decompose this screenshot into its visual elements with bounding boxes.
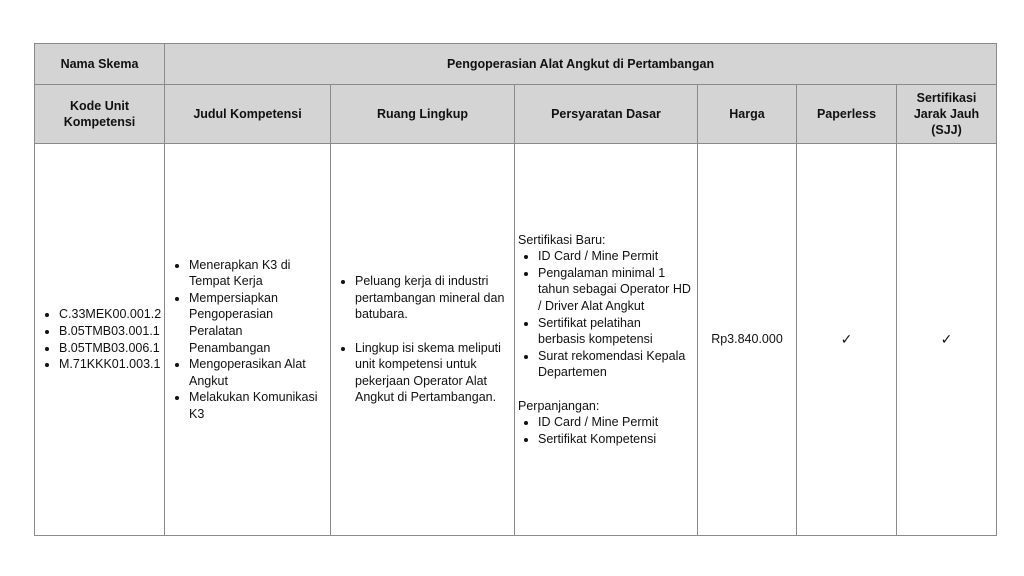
list-item: • Surat rekomendasi Kepala Departemen bbox=[538, 348, 691, 381]
nama-skema-value: Pengoperasian Alat Angkut di Pertambangan bbox=[165, 44, 997, 85]
scheme-name-row bbox=[35, 44, 997, 85]
sertifikasi-baru-label: Sertifikasi Baru: bbox=[518, 232, 606, 247]
list-item: • Pengalaman minimal 1 tahun sebagai Operator HD / Driver Alat Angkut bbox=[538, 265, 691, 315]
list-item: • Lingkup isi skema meliputi unit kompetensi untuk pekerjaan Operator Alat Angkut di Pertambangan. bbox=[355, 340, 506, 406]
list-item: • M.71KKK01.003.1 bbox=[59, 356, 164, 373]
list-item: • C.33MEK00.001.2 bbox=[59, 306, 164, 323]
list-item: • ID Card / Mine Permit bbox=[538, 414, 691, 431]
col-kode-unit: Kode Unit Kompetensi bbox=[35, 85, 165, 144]
table-row bbox=[35, 144, 997, 536]
list-item: • B.05TMB03.001.1 bbox=[59, 323, 164, 340]
sjj-check-icon: ✓ bbox=[897, 144, 997, 536]
col-sjj: Sertifikasi Jarak Jauh (SJJ) bbox=[897, 85, 997, 144]
col-judul-kompetensi: Judul Kompetensi bbox=[165, 85, 331, 144]
list-item: • Mempersiapkan Pengoperasian Peralatan Penambangan bbox=[189, 290, 322, 356]
harga-cell: Rp3.840.000 bbox=[698, 144, 797, 536]
column-header-row bbox=[35, 85, 997, 144]
ruang-lingkup-cell bbox=[331, 144, 515, 536]
col-persyaratan-dasar: Persyaratan Dasar bbox=[515, 85, 698, 144]
kode-unit-cell bbox=[35, 144, 165, 536]
list-item: • Menerapkan K3 di Tempat Kerja bbox=[189, 257, 322, 290]
skema-table bbox=[34, 43, 997, 536]
list-item: • Sertifikat pelatihan berbasis kompetensi bbox=[538, 315, 691, 348]
col-ruang-lingkup: Ruang Lingkup bbox=[331, 85, 515, 144]
perpanjangan-label: Perpanjangan: bbox=[518, 398, 600, 413]
list-item: • Melakukan Komunikasi K3 bbox=[189, 389, 322, 422]
list-item: • Peluang kerja di industri pertambangan mineral dan batubara. bbox=[355, 273, 506, 323]
judul-kompetensi-cell bbox=[165, 144, 331, 536]
paperless-check-icon: ✓ bbox=[797, 144, 897, 536]
list-item: • ID Card / Mine Permit bbox=[538, 248, 691, 265]
nama-skema-label: Nama Skema bbox=[35, 44, 165, 85]
list-item: • Sertifikat Kompetensi bbox=[538, 431, 691, 448]
list-item: • Mengoperasikan Alat Angkut bbox=[189, 356, 322, 389]
col-paperless: Paperless bbox=[797, 85, 897, 144]
persyaratan-dasar-cell bbox=[515, 144, 698, 536]
col-harga: Harga bbox=[698, 85, 797, 144]
list-item: • B.05TMB03.006.1 bbox=[59, 340, 164, 357]
